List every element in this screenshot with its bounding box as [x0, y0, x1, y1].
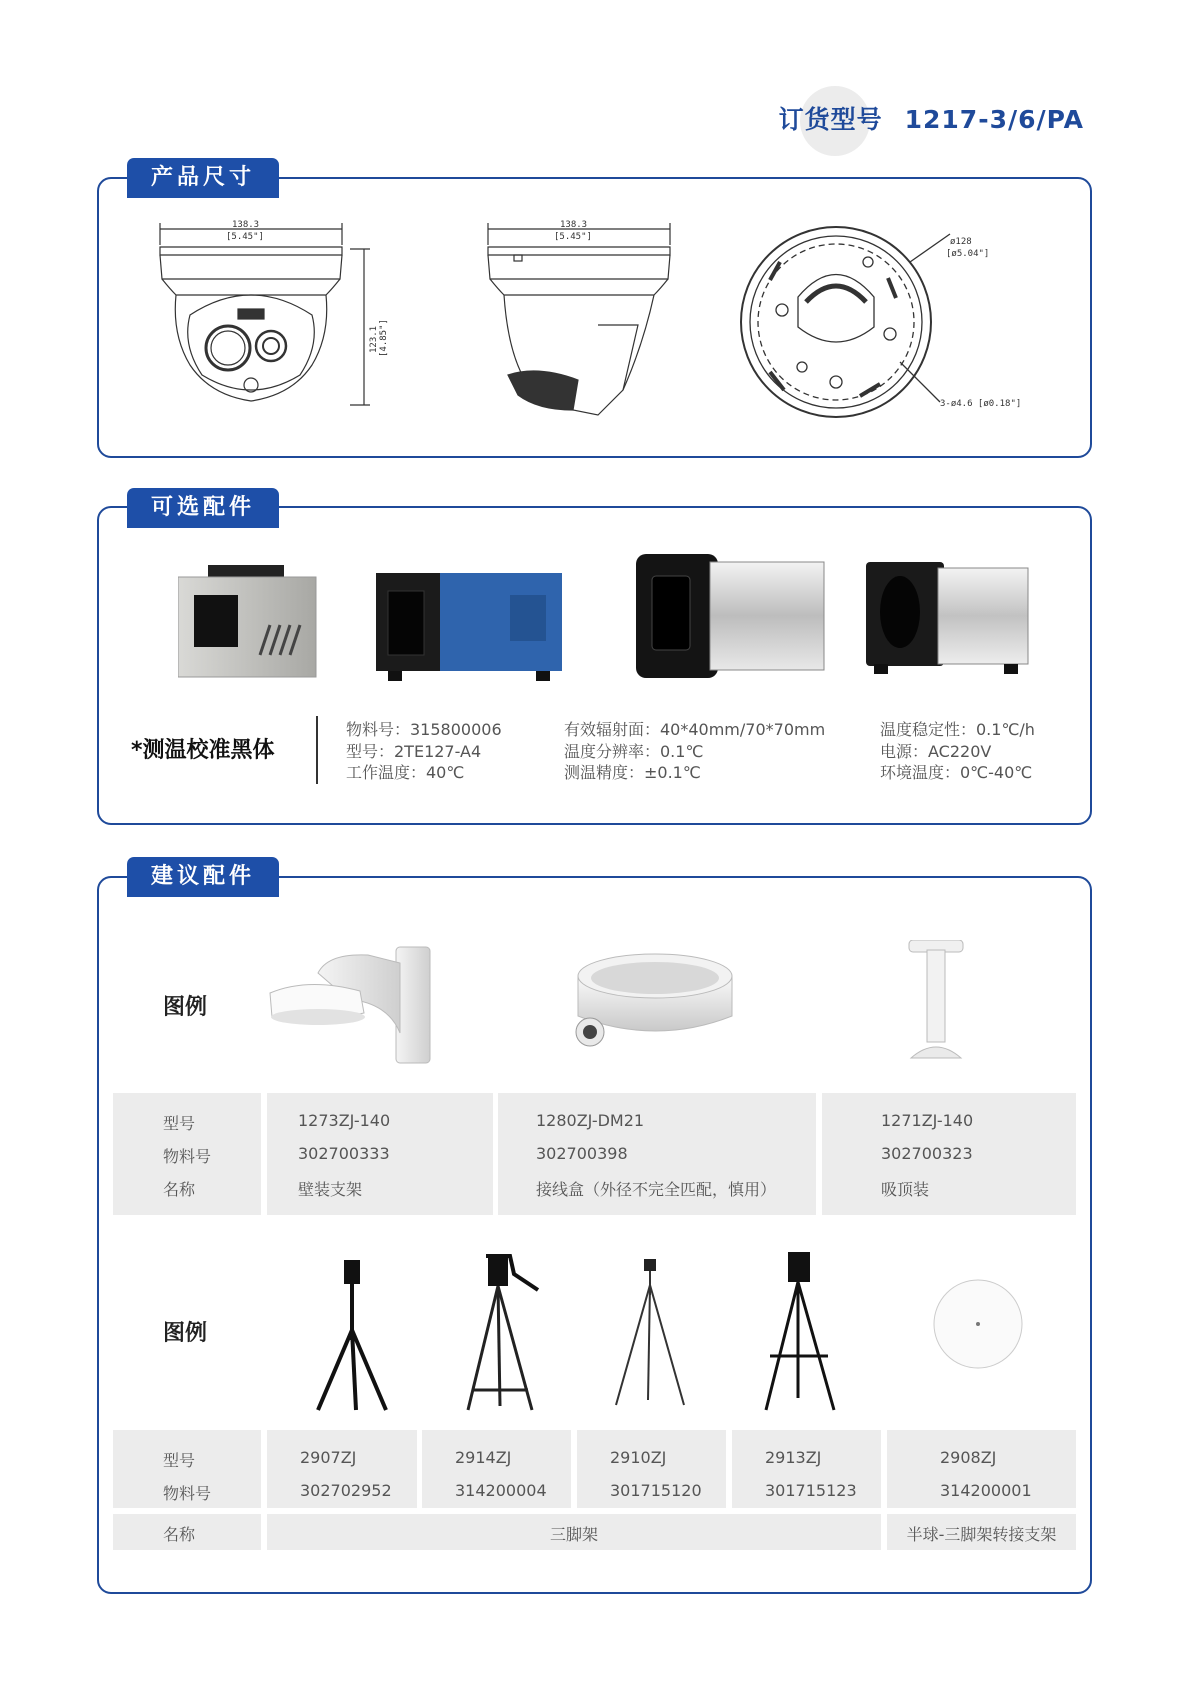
- order-label: 订货型号: [778, 105, 883, 134]
- spec-material: 物料号：315800006: [346, 720, 502, 739]
- tripod-material: 314200004: [455, 1481, 547, 1500]
- label-model: 型号: [163, 1114, 196, 1133]
- section-tab-dimensions: 产品尺寸: [127, 158, 279, 198]
- tripod-image-3: [610, 1255, 690, 1415]
- tripod-material: 301715120: [610, 1481, 702, 1500]
- tripod-cell-4: [732, 1430, 881, 1508]
- ceiling-mount-image: [905, 940, 967, 1066]
- wall-mount-image: [268, 943, 446, 1065]
- mount-material: 302700333: [298, 1144, 390, 1163]
- diameter-label: ø128: [950, 237, 972, 247]
- adapter-plate-image: [930, 1276, 1026, 1372]
- blackbody-specs-col2: [564, 719, 825, 784]
- height-label: 123.1: [369, 325, 379, 353]
- mount-material: 302700398: [536, 1144, 628, 1163]
- tripod-cell-3: [577, 1430, 726, 1508]
- front-width-label: 138.3: [232, 220, 260, 230]
- mount-name: 壁装支架: [298, 1180, 363, 1199]
- mount-model: 1273ZJ-140: [298, 1111, 391, 1130]
- spec-work-temp: 工作温度：40℃: [346, 763, 465, 782]
- tripods-row-labels: [113, 1430, 261, 1508]
- tripod-model: 2907ZJ: [300, 1448, 357, 1467]
- tripod-material: 314200001: [940, 1481, 1032, 1500]
- spec-power: 电源：AC220V: [880, 741, 992, 761]
- tripod-material: 301715123: [765, 1481, 857, 1500]
- mount-name: 吸顶装: [881, 1180, 930, 1199]
- tripod-image-2: [458, 1250, 542, 1415]
- label-name: 名称: [163, 1180, 196, 1199]
- spec-accuracy: 测温精度：±0.1℃: [564, 763, 701, 782]
- tripods-name-label-cell: [113, 1514, 261, 1550]
- order-model-title: [779, 100, 1084, 136]
- bottom-view-drawing: [740, 222, 1040, 427]
- label-material: 物料号: [163, 1147, 212, 1166]
- side-width-inch: [5.45"]: [554, 232, 592, 242]
- blackbody-divider: [316, 716, 318, 784]
- blackbody-title: *测温校准黑体: [131, 738, 275, 763]
- legend-label-mounts: 图例: [163, 995, 208, 1020]
- adapter-name: 半球-三脚架转接支架: [906, 1525, 1057, 1544]
- spec-radiating-surface: 有效辐射面：40*40mm/70*70mm: [564, 720, 826, 739]
- label-name: 名称: [163, 1525, 196, 1544]
- tripod-model: 2910ZJ: [610, 1448, 667, 1467]
- spec-ambient-temp: 环境温度：0℃-40℃: [880, 763, 1033, 782]
- tripod-model: 2913ZJ: [765, 1448, 822, 1467]
- tripod-model: 2908ZJ: [940, 1448, 997, 1467]
- blackbody-image-3: [636, 550, 828, 686]
- front-width-inch: [5.45"]: [226, 232, 264, 242]
- blackbody-specs-col1: [346, 719, 502, 784]
- side-view-drawing: [478, 215, 678, 430]
- adapter-name-cell: [887, 1514, 1076, 1550]
- tripod-cell-5: [887, 1430, 1076, 1508]
- side-width-label: 138.3: [560, 220, 588, 230]
- diameter-inch: [ø5.04"]: [946, 249, 990, 259]
- legend-label-tripods: 图例: [163, 1321, 208, 1346]
- section-tab-suggested: 建议配件: [127, 857, 279, 897]
- order-model: 1217-3/6/PA: [904, 105, 1084, 134]
- label-material: 物料号: [163, 1484, 212, 1503]
- tripod-model: 2914ZJ: [455, 1448, 512, 1467]
- blackbody-specs-col3: [880, 719, 1035, 784]
- section-tab-optional: 可选配件: [127, 488, 279, 528]
- blackbody-image-2: [376, 565, 566, 683]
- mount-cell-junction-box: [498, 1093, 816, 1215]
- blackbody-image-4: [866, 560, 1032, 678]
- tripod-cell-1: [267, 1430, 417, 1508]
- mount-cell-ceiling: [822, 1093, 1076, 1215]
- junction-box-image: [572, 946, 740, 1056]
- blackbody-image-1: [178, 565, 320, 685]
- tripod-image-4: [758, 1248, 842, 1414]
- spec-model: 型号：2TE127-A4: [346, 741, 482, 761]
- mount-material: 302700323: [881, 1144, 973, 1163]
- tripod-cell-2: [422, 1430, 571, 1508]
- holes-label: 3-ø4.6 [ø0.18"]: [940, 399, 1022, 409]
- tripod-material: 302702952: [300, 1481, 392, 1500]
- front-view-drawing: [150, 215, 390, 430]
- mount-model: 1280ZJ-DM21: [536, 1111, 645, 1130]
- mounts-row-labels: [113, 1093, 261, 1215]
- mount-model: 1271ZJ-140: [881, 1111, 974, 1130]
- tripod-name: 三脚架: [549, 1525, 598, 1544]
- height-inch: [4.85"]: [379, 319, 389, 357]
- spec-resolution: 温度分辨率：0.1℃: [564, 741, 704, 761]
- tripod-image-1: [310, 1250, 394, 1415]
- mount-name: 接线盒（外径不完全匹配，慎用）: [536, 1180, 777, 1199]
- spec-stability: 温度稳定性：0.1℃/h: [880, 720, 1035, 739]
- tripod-name-cell: [267, 1514, 881, 1550]
- mount-cell-wall: [267, 1093, 493, 1215]
- label-model: 型号: [163, 1451, 196, 1470]
